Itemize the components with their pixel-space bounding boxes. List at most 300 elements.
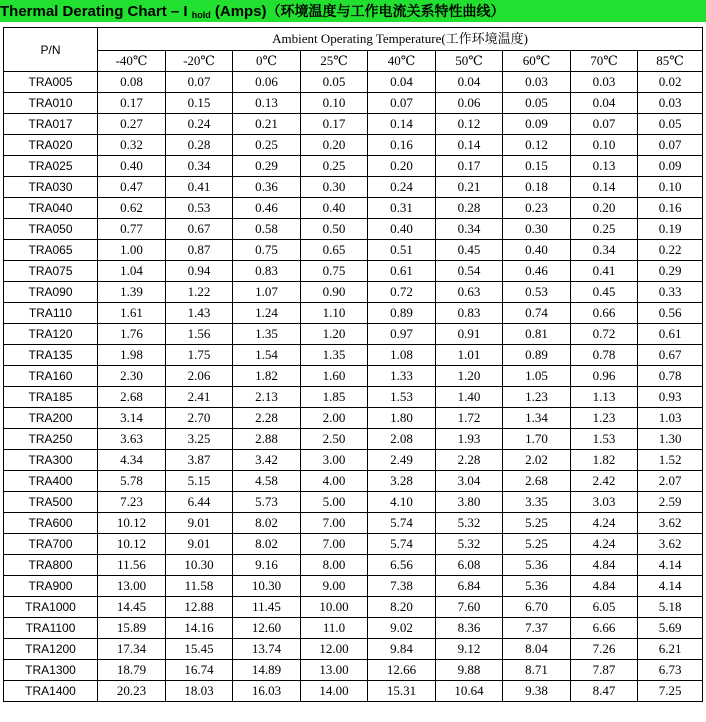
table-row (4, 555, 703, 576)
current-value-cell: 10.30 (166, 555, 233, 576)
current-value-cell: 0.03 (571, 72, 638, 93)
current-value-cell: 1.01 (436, 345, 503, 366)
current-value-cell: 11.56 (98, 555, 166, 576)
current-value-cell: 4.14 (638, 576, 703, 597)
current-value-cell: 14.16 (166, 618, 233, 639)
table-row (4, 219, 703, 240)
current-value-cell: 0.24 (166, 114, 233, 135)
current-value-cell: 6.56 (368, 555, 436, 576)
current-value-cell: 3.80 (436, 492, 503, 513)
current-value-cell: 1.98 (98, 345, 166, 366)
current-value-cell: 4.24 (571, 534, 638, 555)
current-value-cell: 0.25 (301, 156, 368, 177)
current-value-cell: 0.30 (301, 177, 368, 198)
current-value-cell: 0.30 (503, 219, 571, 240)
current-value-cell: 0.61 (638, 324, 703, 345)
current-value-cell: 6.70 (503, 597, 571, 618)
current-value-cell: 0.04 (571, 93, 638, 114)
current-value-cell: 0.14 (571, 177, 638, 198)
current-value-cell: 2.06 (166, 366, 233, 387)
current-value-cell: 15.45 (166, 639, 233, 660)
current-value-cell: 0.32 (98, 135, 166, 156)
table-row (4, 261, 703, 282)
current-value-cell: 0.15 (503, 156, 571, 177)
current-value-cell: 0.10 (301, 93, 368, 114)
current-value-cell: 0.14 (436, 135, 503, 156)
table-row (4, 324, 703, 345)
current-value-cell: 12.60 (233, 618, 301, 639)
current-value-cell: 8.71 (503, 660, 571, 681)
current-value-cell: 0.51 (368, 240, 436, 261)
current-value-cell: 8.02 (233, 534, 301, 555)
current-value-cell: 7.37 (503, 618, 571, 639)
current-value-cell: 0.97 (368, 324, 436, 345)
current-value-cell: 1.40 (436, 387, 503, 408)
current-value-cell: 13.00 (301, 660, 368, 681)
current-value-cell: 0.05 (301, 72, 368, 93)
current-value-cell: 1.08 (368, 345, 436, 366)
temperature-header: 50℃ (436, 51, 503, 72)
current-value-cell: 0.23 (503, 198, 571, 219)
table-row (4, 618, 703, 639)
current-value-cell: 0.17 (301, 114, 368, 135)
part-number-cell: TRA090 (4, 282, 98, 303)
current-value-cell: 1.24 (233, 303, 301, 324)
current-value-cell: 1.39 (98, 282, 166, 303)
current-value-cell: 17.34 (98, 639, 166, 660)
part-number-cell: TRA040 (4, 198, 98, 219)
table-row (4, 93, 703, 114)
part-number-cell: TRA160 (4, 366, 98, 387)
current-value-cell: 0.90 (301, 282, 368, 303)
current-value-cell: 0.24 (368, 177, 436, 198)
current-value-cell: 3.42 (233, 450, 301, 471)
current-value-cell: 0.46 (233, 198, 301, 219)
table-row (4, 597, 703, 618)
current-value-cell: 5.74 (368, 534, 436, 555)
current-value-cell: 5.25 (503, 513, 571, 534)
current-value-cell: 5.36 (503, 576, 571, 597)
current-value-cell: 0.09 (503, 114, 571, 135)
table-row (4, 156, 703, 177)
part-number-cell: TRA065 (4, 240, 98, 261)
current-value-cell: 0.28 (436, 198, 503, 219)
current-value-cell: 1.80 (368, 408, 436, 429)
current-value-cell: 0.20 (368, 156, 436, 177)
current-value-cell: 0.41 (571, 261, 638, 282)
current-value-cell: 0.83 (233, 261, 301, 282)
current-value-cell: 0.78 (571, 345, 638, 366)
current-value-cell: 8.02 (233, 513, 301, 534)
current-value-cell: 0.34 (436, 219, 503, 240)
current-value-cell: 2.08 (368, 429, 436, 450)
current-value-cell: 0.40 (368, 219, 436, 240)
table-row (4, 660, 703, 681)
current-value-cell: 0.36 (233, 177, 301, 198)
temperature-header: -40℃ (98, 51, 166, 72)
current-value-cell: 1.04 (98, 261, 166, 282)
current-value-cell: 1.85 (301, 387, 368, 408)
current-value-cell: 0.27 (98, 114, 166, 135)
current-value-cell: 2.50 (301, 429, 368, 450)
current-value-cell: 3.62 (638, 534, 703, 555)
current-value-cell: 0.67 (166, 219, 233, 240)
current-value-cell: 7.00 (301, 513, 368, 534)
part-number-cell: TRA1400 (4, 681, 98, 702)
part-number-cell: TRA1000 (4, 597, 98, 618)
current-value-cell: 0.93 (638, 387, 703, 408)
current-value-cell: 0.34 (571, 240, 638, 261)
current-value-cell: 0.17 (436, 156, 503, 177)
part-number-cell: TRA800 (4, 555, 98, 576)
current-value-cell: 7.00 (301, 534, 368, 555)
current-value-cell: 1.52 (638, 450, 703, 471)
current-value-cell: 0.07 (571, 114, 638, 135)
current-value-cell: 1.05 (503, 366, 571, 387)
current-value-cell: 0.40 (98, 156, 166, 177)
current-value-cell: 0.29 (638, 261, 703, 282)
table-row (4, 72, 703, 93)
current-value-cell: 0.07 (368, 93, 436, 114)
current-value-cell: 3.00 (301, 450, 368, 471)
current-value-cell: 14.89 (233, 660, 301, 681)
current-value-cell: 13.74 (233, 639, 301, 660)
table-row (4, 366, 703, 387)
current-value-cell: 0.25 (233, 135, 301, 156)
current-value-cell: 5.78 (98, 471, 166, 492)
current-value-cell: 0.96 (571, 366, 638, 387)
current-value-cell: 1.13 (571, 387, 638, 408)
part-number-cell: TRA120 (4, 324, 98, 345)
current-value-cell: 0.22 (638, 240, 703, 261)
temperature-header: 85℃ (638, 51, 703, 72)
current-value-cell: 12.00 (301, 639, 368, 660)
current-value-cell: 6.73 (638, 660, 703, 681)
current-value-cell: 10.30 (233, 576, 301, 597)
current-value-cell: 1.93 (436, 429, 503, 450)
current-value-cell: 0.05 (638, 114, 703, 135)
table-row (4, 681, 703, 702)
current-value-cell: 12.66 (368, 660, 436, 681)
current-value-cell: 1.56 (166, 324, 233, 345)
current-value-cell: 6.21 (638, 639, 703, 660)
current-value-cell: 8.04 (503, 639, 571, 660)
current-value-cell: 1.35 (301, 345, 368, 366)
current-value-cell: 0.09 (638, 156, 703, 177)
table-row (4, 135, 703, 156)
current-value-cell: 2.68 (503, 471, 571, 492)
current-value-cell: 11.58 (166, 576, 233, 597)
current-value-cell: 5.73 (233, 492, 301, 513)
current-value-cell: 3.04 (436, 471, 503, 492)
current-value-cell: 1.82 (571, 450, 638, 471)
current-value-cell: 3.14 (98, 408, 166, 429)
current-value-cell: 13.00 (98, 576, 166, 597)
current-value-cell: 5.36 (503, 555, 571, 576)
part-number-cell: TRA075 (4, 261, 98, 282)
current-value-cell: 1.20 (301, 324, 368, 345)
current-value-cell: 1.22 (166, 282, 233, 303)
current-value-cell: 5.00 (301, 492, 368, 513)
current-value-cell: 2.30 (98, 366, 166, 387)
current-value-cell: 1.35 (233, 324, 301, 345)
current-value-cell: 1.03 (638, 408, 703, 429)
current-value-cell: 0.06 (233, 72, 301, 93)
table-row (4, 639, 703, 660)
current-value-cell: 0.46 (503, 261, 571, 282)
current-value-cell: 1.72 (436, 408, 503, 429)
table-row (4, 492, 703, 513)
current-value-cell: 0.12 (436, 114, 503, 135)
current-value-cell: 8.36 (436, 618, 503, 639)
current-value-cell: 1.00 (98, 240, 166, 261)
current-value-cell: 3.28 (368, 471, 436, 492)
current-value-cell: 5.69 (638, 618, 703, 639)
current-value-cell: 1.60 (301, 366, 368, 387)
current-value-cell: 6.84 (436, 576, 503, 597)
current-value-cell: 0.67 (638, 345, 703, 366)
title-chinese: （环境温度与工作电流关系特性曲线） (266, 3, 505, 19)
part-number-cell: TRA025 (4, 156, 98, 177)
table-row (4, 240, 703, 261)
title-units: (Amps) (214, 3, 267, 20)
current-value-cell: 6.66 (571, 618, 638, 639)
current-value-cell: 7.26 (571, 639, 638, 660)
current-value-cell: 0.29 (233, 156, 301, 177)
temperature-header: 0℃ (233, 51, 301, 72)
current-value-cell: 1.30 (638, 429, 703, 450)
current-value-cell: 7.25 (638, 681, 703, 702)
part-number-cell: TRA185 (4, 387, 98, 408)
current-value-cell: 0.06 (436, 93, 503, 114)
current-value-cell: 2.59 (638, 492, 703, 513)
current-value-cell: 0.04 (368, 72, 436, 93)
current-value-cell: 0.34 (166, 156, 233, 177)
current-value-cell: 0.91 (436, 324, 503, 345)
part-number-cell: TRA1300 (4, 660, 98, 681)
current-value-cell: 8.20 (368, 597, 436, 618)
current-value-cell: 5.32 (436, 534, 503, 555)
pn-header: P/N (4, 28, 98, 72)
current-value-cell: 2.13 (233, 387, 301, 408)
current-value-cell: 1.53 (368, 387, 436, 408)
table-row (4, 114, 703, 135)
current-value-cell: 0.15 (166, 93, 233, 114)
current-value-cell: 0.21 (436, 177, 503, 198)
current-value-cell: 9.02 (368, 618, 436, 639)
current-value-cell: 1.23 (503, 387, 571, 408)
current-value-cell: 0.16 (368, 135, 436, 156)
current-value-cell: 16.03 (233, 681, 301, 702)
part-number-cell: TRA020 (4, 135, 98, 156)
current-value-cell: 4.24 (571, 513, 638, 534)
current-value-cell: 2.00 (301, 408, 368, 429)
current-value-cell: 3.87 (166, 450, 233, 471)
current-value-cell: 0.75 (301, 261, 368, 282)
current-value-cell: 2.02 (503, 450, 571, 471)
current-value-cell: 6.44 (166, 492, 233, 513)
current-value-cell: 0.03 (638, 93, 703, 114)
current-value-cell: 0.18 (503, 177, 571, 198)
current-value-cell: 2.28 (436, 450, 503, 471)
current-value-cell: 15.89 (98, 618, 166, 639)
part-number-cell: TRA1200 (4, 639, 98, 660)
current-value-cell: 9.88 (436, 660, 503, 681)
current-value-cell: 4.10 (368, 492, 436, 513)
current-value-cell: 0.07 (638, 135, 703, 156)
current-value-cell: 9.84 (368, 639, 436, 660)
current-value-cell: 0.04 (436, 72, 503, 93)
current-value-cell: 5.25 (503, 534, 571, 555)
current-value-cell: 1.43 (166, 303, 233, 324)
current-value-cell: 10.12 (98, 513, 166, 534)
current-value-cell: 2.42 (571, 471, 638, 492)
current-value-cell: 0.58 (233, 219, 301, 240)
current-value-cell: 9.12 (436, 639, 503, 660)
current-value-cell: 0.14 (368, 114, 436, 135)
part-number-cell: TRA110 (4, 303, 98, 324)
part-number-cell: TRA300 (4, 450, 98, 471)
current-value-cell: 14.45 (98, 597, 166, 618)
current-value-cell: 0.72 (571, 324, 638, 345)
current-value-cell: 1.82 (233, 366, 301, 387)
current-value-cell: 4.14 (638, 555, 703, 576)
current-value-cell: 1.61 (98, 303, 166, 324)
current-value-cell: 0.21 (233, 114, 301, 135)
current-value-cell: 0.08 (98, 72, 166, 93)
current-value-cell: 0.66 (571, 303, 638, 324)
current-value-cell: 0.89 (368, 303, 436, 324)
current-value-cell: 5.15 (166, 471, 233, 492)
temperature-header: 60℃ (503, 51, 571, 72)
current-value-cell: 2.49 (368, 450, 436, 471)
current-value-cell: 1.53 (571, 429, 638, 450)
current-value-cell: 0.61 (368, 261, 436, 282)
current-value-cell: 0.03 (503, 72, 571, 93)
temperature-header: -20℃ (166, 51, 233, 72)
current-value-cell: 0.77 (98, 219, 166, 240)
temperature-header: 70℃ (571, 51, 638, 72)
current-value-cell: 0.41 (166, 177, 233, 198)
current-value-cell: 5.74 (368, 513, 436, 534)
current-value-cell: 2.88 (233, 429, 301, 450)
current-value-cell: 0.47 (98, 177, 166, 198)
current-value-cell: 0.20 (301, 135, 368, 156)
current-value-cell: 1.70 (503, 429, 571, 450)
current-value-cell: 4.34 (98, 450, 166, 471)
chart-title (0, 0, 706, 22)
current-value-cell: 0.12 (503, 135, 571, 156)
current-value-cell: 1.07 (233, 282, 301, 303)
current-value-cell: 3.03 (571, 492, 638, 513)
current-value-cell: 4.84 (571, 555, 638, 576)
current-value-cell: 0.78 (638, 366, 703, 387)
current-value-cell: 0.89 (503, 345, 571, 366)
current-value-cell: 4.84 (571, 576, 638, 597)
current-value-cell: 9.16 (233, 555, 301, 576)
current-value-cell: 0.81 (503, 324, 571, 345)
current-value-cell: 1.34 (503, 408, 571, 429)
current-value-cell: 1.20 (436, 366, 503, 387)
current-value-cell: 20.23 (98, 681, 166, 702)
current-value-cell: 0.63 (436, 282, 503, 303)
current-value-cell: 0.40 (503, 240, 571, 261)
current-value-cell: 0.50 (301, 219, 368, 240)
current-value-cell: 5.32 (436, 513, 503, 534)
current-value-cell: 0.40 (301, 198, 368, 219)
current-value-cell: 0.87 (166, 240, 233, 261)
current-value-cell: 0.75 (233, 240, 301, 261)
table-row (4, 387, 703, 408)
current-value-cell: 0.25 (571, 219, 638, 240)
current-value-cell: 0.33 (638, 282, 703, 303)
current-value-cell: 3.25 (166, 429, 233, 450)
current-value-cell: 4.00 (301, 471, 368, 492)
title-main: Thermal Derating Chart – I (0, 3, 188, 20)
current-value-cell: 0.20 (571, 198, 638, 219)
current-value-cell: 10.00 (301, 597, 368, 618)
current-value-cell: 7.23 (98, 492, 166, 513)
current-value-cell: 7.60 (436, 597, 503, 618)
part-number-cell: TRA135 (4, 345, 98, 366)
current-value-cell: 14.00 (301, 681, 368, 702)
current-value-cell: 2.41 (166, 387, 233, 408)
current-value-cell: 9.01 (166, 513, 233, 534)
current-value-cell: 9.00 (301, 576, 368, 597)
current-value-cell: 0.16 (638, 198, 703, 219)
current-value-cell: 3.63 (98, 429, 166, 450)
part-number-cell: TRA700 (4, 534, 98, 555)
part-number-cell: TRA010 (4, 93, 98, 114)
title-subscript: hold (191, 10, 211, 20)
derating-table (3, 27, 703, 702)
current-value-cell: 0.05 (503, 93, 571, 114)
current-value-cell: 0.31 (368, 198, 436, 219)
current-value-cell: 0.10 (638, 177, 703, 198)
current-value-cell: 12.88 (166, 597, 233, 618)
current-value-cell: 2.28 (233, 408, 301, 429)
part-number-cell: TRA500 (4, 492, 98, 513)
current-value-cell: 10.64 (436, 681, 503, 702)
current-value-cell: 1.54 (233, 345, 301, 366)
current-value-cell: 3.62 (638, 513, 703, 534)
current-value-cell: 0.13 (571, 156, 638, 177)
current-value-cell: 10.12 (98, 534, 166, 555)
current-value-cell: 7.87 (571, 660, 638, 681)
table-row (4, 177, 703, 198)
part-number-cell: TRA900 (4, 576, 98, 597)
current-value-cell: 16.74 (166, 660, 233, 681)
current-value-cell: 9.38 (503, 681, 571, 702)
part-number-cell: TRA017 (4, 114, 98, 135)
current-value-cell: 8.47 (571, 681, 638, 702)
current-value-cell: 1.23 (571, 408, 638, 429)
part-number-cell: TRA030 (4, 177, 98, 198)
current-value-cell: 0.94 (166, 261, 233, 282)
current-value-cell: 3.35 (503, 492, 571, 513)
current-value-cell: 9.01 (166, 534, 233, 555)
current-value-cell: 1.10 (301, 303, 368, 324)
current-value-cell: 2.68 (98, 387, 166, 408)
current-value-cell: 6.05 (571, 597, 638, 618)
current-value-cell: 0.28 (166, 135, 233, 156)
table-row (4, 429, 703, 450)
current-value-cell: 0.56 (638, 303, 703, 324)
current-value-cell: 7.38 (368, 576, 436, 597)
current-value-cell: 0.54 (436, 261, 503, 282)
current-value-cell: 0.13 (233, 93, 301, 114)
table-row (4, 303, 703, 324)
